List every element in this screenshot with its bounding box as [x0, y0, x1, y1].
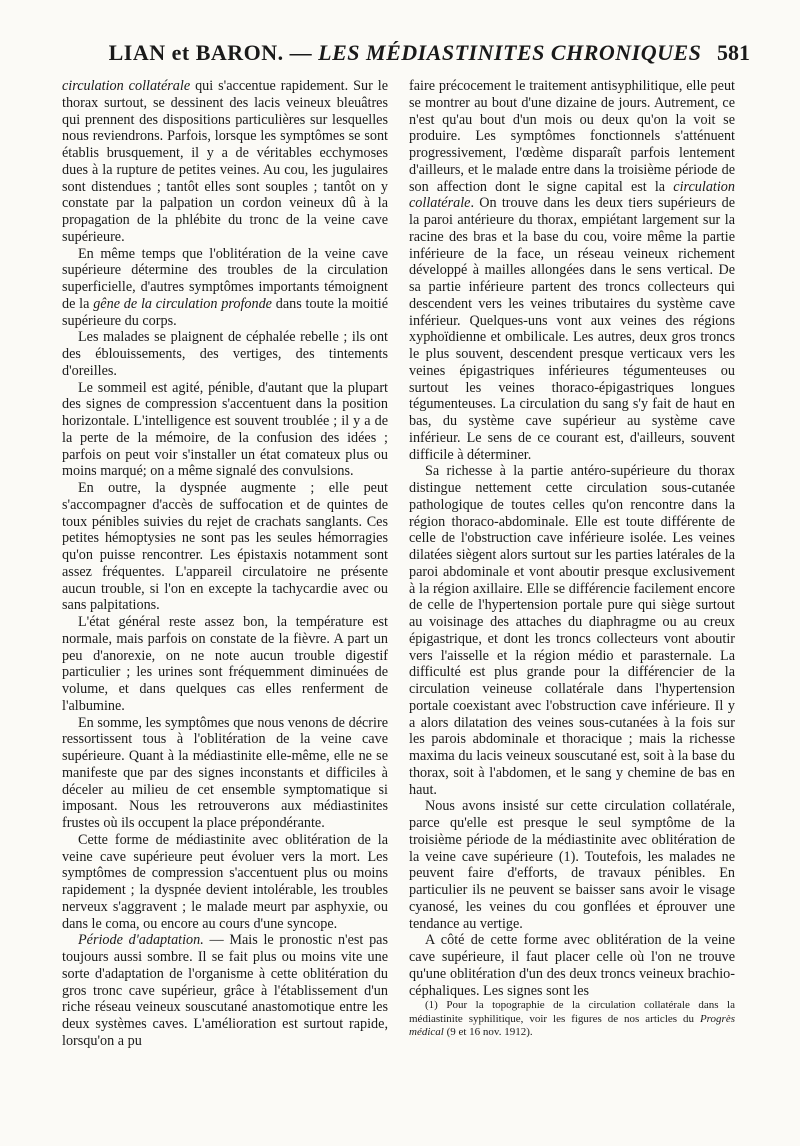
paragraph: Le sommeil est agité, pénible, d'autant que la plupart des signes de compression s'accentuent dans la position horizontale. L'intelligence est souvent troublée ; il y a de la perte de la mémoire, de la confusion des idées ; parfois on peut voir s'installer un état comateux plus ou moins marqué; on a même signalé des convulsions. [62, 379, 388, 480]
footnote-text: (1) Pour la topographie de la circulation collatérale dans la médiastinite syphilitique, voir les figures de nos articles du [409, 999, 735, 1025]
footnote [409, 999, 735, 1040]
paragraph [62, 78, 388, 246]
paragraph: Cette forme de médiastinite avec oblitération de la veine cave supérieure peut évoluer vers la mort. Les symptômes de compression s'accentuent plus ou moins rapidement ; la dyspnée devient intolérable, les troubles nerveux s'aggravent ; le malade meurt par asphyxie, ou dans le coma, ou encore au cours d'une syncope. [62, 831, 388, 932]
header-chapter-title: LES MÉDIASTINITES CHRONIQUES [318, 40, 702, 65]
paragraph: En outre, la dyspnée augmente ; elle peut s'accompagner d'accès de suffocation et de quintes de toux pénibles suivies du rejet de crachats sanglants. Ces petites hémoptysies ne sont pas les seules hémorragies qu'on puisse rencontrer. Les épistaxis notamment sont assez fréquentes. L'appareil circulatoire ne présente aucun trouble, si l'on en excepte la tachycardie avec ou sans palpitations. [62, 480, 388, 614]
italic-term: circulation collatérale [409, 178, 735, 212]
paragraph: A côté de cette forme avec oblitération de la veine cave supérieure, il faut placer celle où l'on ne trouve qu'une oblitération d'un des deux troncs veineux brachio-céphaliques. Les signes sont les [409, 932, 735, 999]
section-heading-italic: Période d'adaptation. [78, 932, 204, 949]
paragraph [409, 78, 735, 463]
running-header [60, 40, 750, 72]
paragraph: En somme, les symptômes que nous venons de décrire ressortissent tous à l'oblitération de la veine cave supérieure. Quant à la médiastinite elle-même, elle ne se manifeste que par des signes inconstants et difficiles à déceler au milieu de cet ensemble symptomatique si imposant. Nous les retrouverons aux médiastinites frustes où ils occupent la place prépondérante. [62, 714, 388, 831]
footnote-italic: Progrès médical [409, 1012, 735, 1039]
paragraph-text: qui s'accentue rapidement. Sur le thorax surtout, se dessinent des lacis veineux bleuâtres qui prennent des dispositions particulières sur lesquelles nous reviendrons. Parfois, lorsque les symptômes se sont établis brusquement, il y a de véritables ecchymoses dues à la rupture de petites veines. Au cou, les jugulaires sont distendues ; tantôt elles sont souples ; tantôt on y constate par la palpation un cordon veineux dû à la propagation de la phlébite du tronc de la veine cave supérieure. [62, 78, 388, 245]
paragraph: Nous avons insisté sur cette circulation collatérale, parce qu'elle est presque le seul symptôme de la troisième période de la médiastinite avec oblitération de la veine cave supérieure (1). Toutefois, les malades ne peuvent faire d'efforts, de travaux pénibles. En particulier ils ne peuvent se baisser sans avoir le visage cyanosé, les veines du cou gonflées et éprouver une tendance au vertige. [409, 798, 735, 932]
paragraph [62, 932, 388, 1049]
paragraph: Les malades se plaignent de céphalée rebelle ; ils ont des éblouissements, des vertiges, des tintements d'oreilles. [62, 329, 388, 379]
paragraph-text: dans toute la moitié supérieure du corps. [62, 295, 388, 329]
header-dash: — [289, 40, 313, 65]
paragraph-text: — Mais le pronostic n'est pas toujours aussi sombre. Il se fait plus ou moins vite une sorte d'adaptation de l'organisme à cette oblitération du gros tronc cave supérieur, grâce à l'établissement d'un riche réseau veineux souscutané anastomotique entre les deux systèmes caves. L'amélioration est surtout rapide, lorsqu'on a pu [62, 932, 388, 1049]
left-column [62, 78, 388, 1088]
paragraph-text: . On trouve dans les deux tiers supérieurs de la paroi antérieure du thorax, empiétant largement sur la racine des bras et la base du cou, voire même la partie inférieure de la face, un réseau veineux richement développé à mailles allongées dans le sens vertical. De sa partie inférieure partent des troncs collecteurs qui descendent vers les veines tributaires du système cave inférieur. Quelques-uns vont aux veines des régions xyphoïdienne et ombilicale. Les autres, deux gros troncs le plus souvent, descendent presque verticaux vers les veines épigastriques inférieures tégumenteuses ou surtout les veines thoraco-épigastriques longues tégumenteuses. La circulation du sang s'y fait de haut en bas, du système cave supérieur au système cave inférieur. Le sens de ce courant est, d'ailleurs, souvent difficile à déterminer. [409, 195, 735, 463]
paragraph: L'état général reste assez bon, la température est normale, mais parfois on constate de la fièvre. A part un peu d'anorexie, on ne note aucun trouble digestif particulier ; les urines sont fréquemment diminuées de volume, et dans quelques cas elles renferment de l'albumine. [62, 614, 388, 714]
paragraph-text: faire précocement le traitement antisyphilitique, elle peut se montrer au bout d'une dizaine de jours. Autrement, ce n'est qu'au bout d'un mois ou deux qu'on la voit se produire. Les symptômes fonctionnels s'atténuent progressivement, l'œdème disparaît parfois lentement d'ailleurs, et le malade entre dans la troisième période de son affection dont le signe capital est la [409, 78, 735, 195]
paragraph-text: En même temps que l'oblitération de la veine cave supérieure détermine des troubles de la circulation superficielle, d'autres symptômes importants témoignent de la [62, 245, 388, 312]
header-authors: LIAN et BARON. [108, 40, 284, 65]
paragraph: Sa richesse à la partie antéro-supérieure du thorax distingue nettement cette circulation sous-cutanée pathologique de toutes celles qu'on rencontre dans la région thoraco-abdominale. Elle est toute différente de celle de l'obstruction cave inférieure isolée. Les veines dilatées siègent alors surtout sur les parties latérales de la paroi abdominale et vont aboutir presque exclusivement à la région axillaire. Elle se différencie facilement encore de celle de l'hypertension portale pure qui siège surtout au voisinage des attaches du diaphragme ou au creux épigastrique, et dont les troncs collecteurs vont aboutir vers l'aisselle et la région médio et parasternale. La difficulté est plus grande pour la différencier de la circulation veineuse collatérale dans l'hypertension portale coexistant avec l'obstruction cave inférieure. Il y a alors dilatation des veines sous-cutanées à la fois sur les parois abdominale et thoracique ; mais la richesse maxima du lacis veineux souscutané est, soit à la base du thorax, soit à l'abdomen, et le sang y chemine de bas en haut. [409, 463, 735, 798]
page-number: 581 [717, 40, 750, 65]
header-title [109, 40, 702, 66]
right-column [409, 78, 735, 1088]
italic-term: gêne de la circulation profonde [93, 295, 272, 312]
italic-term: circulation collatérale [62, 78, 191, 94]
footnote-text: (9 et 16 nov. 1912). [443, 1026, 533, 1039]
paragraph [62, 246, 388, 330]
